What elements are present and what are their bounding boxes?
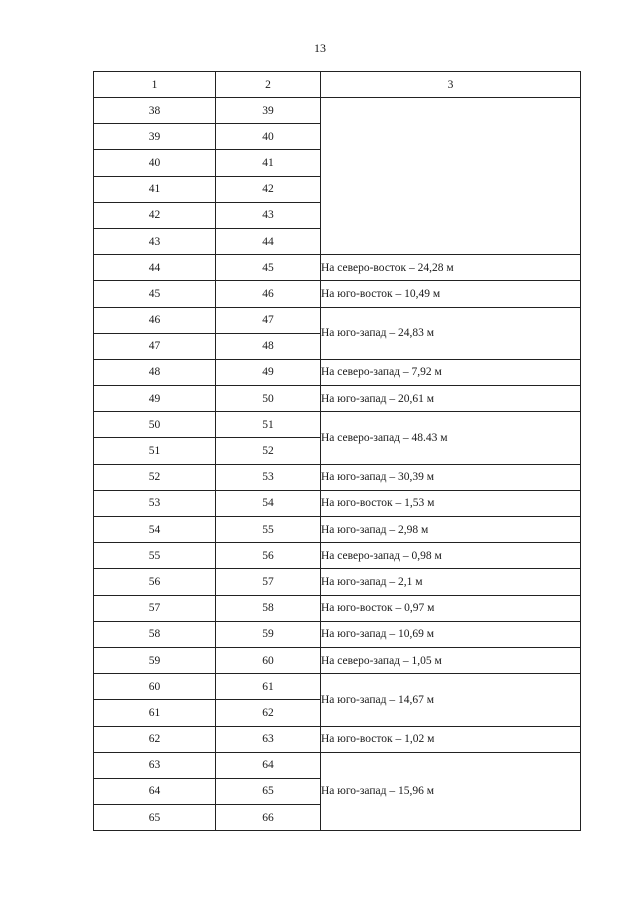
table-row — [94, 98, 581, 124]
table-row — [94, 517, 581, 543]
table-row — [94, 307, 581, 333]
point-from-cell: 63 — [94, 752, 216, 778]
direction-distance-cell: На юго-запад – 14,67 м — [321, 674, 581, 726]
point-to-cell: 47 — [216, 307, 321, 333]
point-from-cell: 46 — [94, 307, 216, 333]
point-from-cell: 62 — [94, 726, 216, 752]
point-from-cell: 49 — [94, 386, 216, 412]
table-row — [94, 543, 581, 569]
point-from-cell: 56 — [94, 569, 216, 595]
direction-distance-cell: На юго-запад – 2,98 м — [321, 517, 581, 543]
point-to-cell: 56 — [216, 543, 321, 569]
direction-distance-cell: На юго-восток – 1,02 м — [321, 726, 581, 752]
point-to-cell: 57 — [216, 569, 321, 595]
header-col-2: 2 — [216, 72, 321, 98]
point-to-cell: 64 — [216, 752, 321, 778]
table-row — [94, 752, 581, 778]
table-row — [94, 359, 581, 385]
point-to-cell: 42 — [216, 176, 321, 202]
point-from-cell: 52 — [94, 464, 216, 490]
point-to-cell: 41 — [216, 150, 321, 176]
point-to-cell: 51 — [216, 412, 321, 438]
point-to-cell: 60 — [216, 647, 321, 673]
table-row — [94, 412, 581, 438]
header-col-3: 3 — [321, 72, 581, 98]
point-from-cell: 58 — [94, 621, 216, 647]
table-row — [94, 490, 581, 516]
point-from-cell: 39 — [94, 124, 216, 150]
point-to-cell: 46 — [216, 281, 321, 307]
point-from-cell: 64 — [94, 778, 216, 804]
direction-distance-cell: На северо-запад – 0,98 м — [321, 543, 581, 569]
point-from-cell: 42 — [94, 202, 216, 228]
point-from-cell: 44 — [94, 255, 216, 281]
point-to-cell: 54 — [216, 490, 321, 516]
coordinates-table — [93, 71, 581, 831]
point-from-cell: 38 — [94, 98, 216, 124]
direction-distance-cell: На юго-запад – 24,83 м — [321, 307, 581, 359]
direction-distance-cell: На юго-запад – 15,96 м — [321, 752, 581, 831]
point-to-cell: 59 — [216, 621, 321, 647]
point-to-cell: 52 — [216, 438, 321, 464]
point-to-cell: 44 — [216, 228, 321, 254]
point-to-cell: 63 — [216, 726, 321, 752]
point-from-cell: 57 — [94, 595, 216, 621]
table-row — [94, 621, 581, 647]
table-row — [94, 281, 581, 307]
point-from-cell: 50 — [94, 412, 216, 438]
point-to-cell: 66 — [216, 805, 321, 831]
table-row — [94, 647, 581, 673]
direction-distance-cell: На юго-запад – 10,69 м — [321, 621, 581, 647]
table-header-row — [94, 72, 581, 98]
point-from-cell: 61 — [94, 700, 216, 726]
point-to-cell: 53 — [216, 464, 321, 490]
point-from-cell: 43 — [94, 228, 216, 254]
point-from-cell: 54 — [94, 517, 216, 543]
point-to-cell: 48 — [216, 333, 321, 359]
point-from-cell: 65 — [94, 805, 216, 831]
point-from-cell: 55 — [94, 543, 216, 569]
table-row — [94, 386, 581, 412]
point-from-cell: 40 — [94, 150, 216, 176]
point-from-cell: 51 — [94, 438, 216, 464]
table-row — [94, 726, 581, 752]
point-from-cell: 60 — [94, 674, 216, 700]
direction-distance-cell: На юго-запад – 30,39 м — [321, 464, 581, 490]
direction-distance-cell: На юго-восток – 10,49 м — [321, 281, 581, 307]
table-body — [94, 72, 581, 831]
direction-distance-cell: На юго-восток – 0,97 м — [321, 595, 581, 621]
direction-distance-cell: На юго-запад – 20,61 м — [321, 386, 581, 412]
point-to-cell: 58 — [216, 595, 321, 621]
table-row — [94, 464, 581, 490]
header-col-1: 1 — [94, 72, 216, 98]
table-row — [94, 569, 581, 595]
direction-distance-cell: На северо-запад – 48.43 м — [321, 412, 581, 464]
direction-distance-cell: На северо-запад – 1,05 м — [321, 647, 581, 673]
point-from-cell: 59 — [94, 647, 216, 673]
table-row — [94, 674, 581, 700]
point-to-cell: 62 — [216, 700, 321, 726]
point-to-cell: 43 — [216, 202, 321, 228]
direction-distance-cell: На северо-восток – 24,28 м — [321, 255, 581, 281]
point-from-cell: 41 — [94, 176, 216, 202]
direction-distance-cell: На северо-запад – 7,92 м — [321, 359, 581, 385]
point-to-cell: 61 — [216, 674, 321, 700]
direction-distance-cell — [321, 98, 581, 255]
point-to-cell: 65 — [216, 778, 321, 804]
point-to-cell: 45 — [216, 255, 321, 281]
point-to-cell: 39 — [216, 98, 321, 124]
direction-distance-cell: На юго-восток – 1,53 м — [321, 490, 581, 516]
point-to-cell: 50 — [216, 386, 321, 412]
direction-distance-cell: На юго-запад – 2,1 м — [321, 569, 581, 595]
point-from-cell: 47 — [94, 333, 216, 359]
point-to-cell: 55 — [216, 517, 321, 543]
point-from-cell: 48 — [94, 359, 216, 385]
table-row — [94, 255, 581, 281]
table-row — [94, 595, 581, 621]
point-from-cell: 45 — [94, 281, 216, 307]
point-to-cell: 40 — [216, 124, 321, 150]
point-to-cell: 49 — [216, 359, 321, 385]
page-number: 13 — [314, 41, 326, 55]
point-from-cell: 53 — [94, 490, 216, 516]
